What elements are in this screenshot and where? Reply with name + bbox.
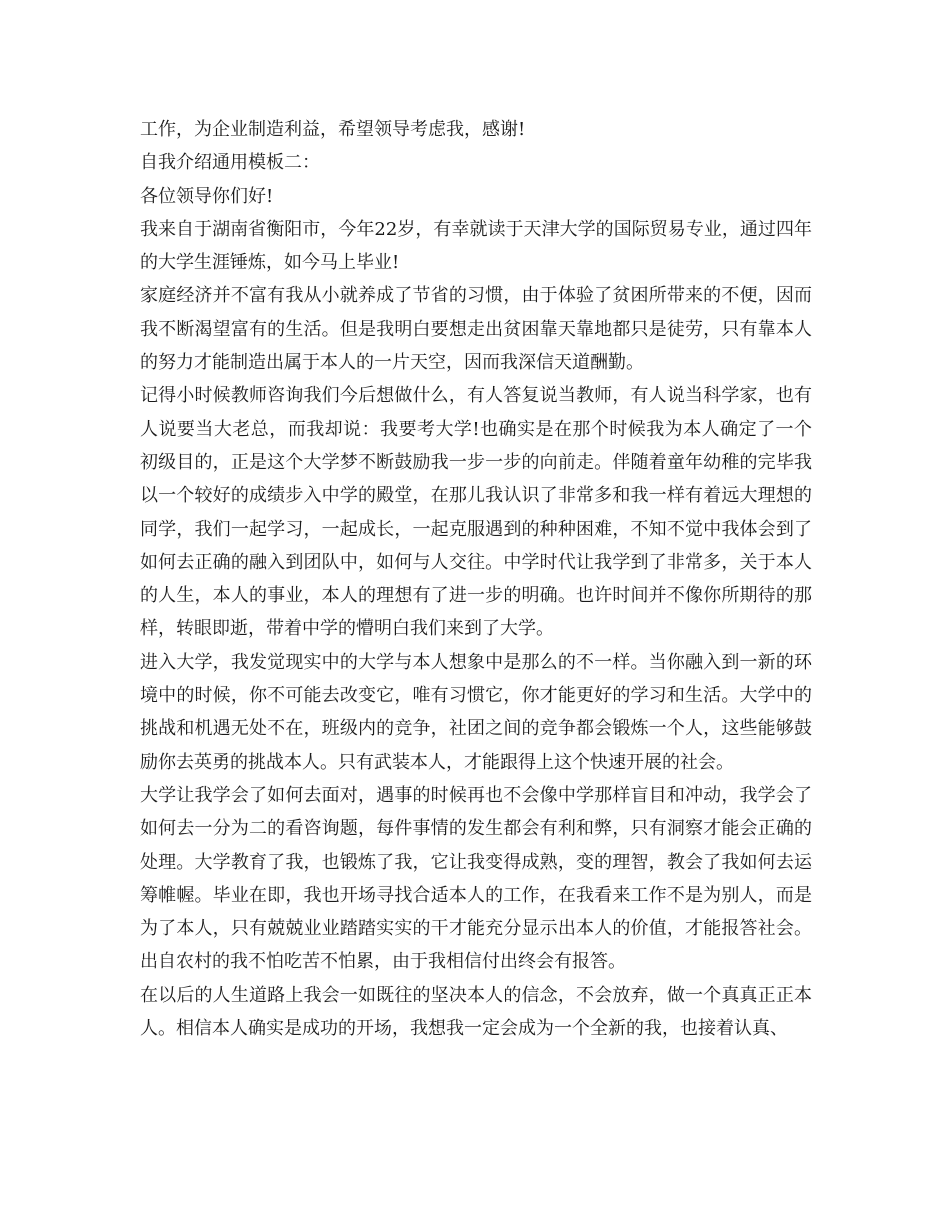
paragraph-lessons: 大学让我学会了如何去面对，遇事的时候再也不会像中学那样盲目和冲动，我学会了如何去一分为二的看咨询题，每件事情的发生都会有利和弊，只有洞察才能会正确的处理。大学教育了我，也锻炼了我，它让我变得成熟，变的理智，教会了我如何去运筹帷幄。毕业在即，我也开场寻找合适本人的工作，在我看来工作不是为别人，而是为了本人，只有兢兢业业踏踏实实的干才能充分显示出本人的价值，才能报答社会。出自农村的我不怕吃苦不怕累，由于我相信付出终会有报答。	[140, 784, 812, 973]
paragraph-university: 进入大学，我发觉现实中的大学与本人想象中是那么的不一样。当你融入到一新的环境中的时候，你不可能去改变它，唯有习惯它，你才能更好的学习和生活。大学中的挑战和机遇无处不在，班级内的竞争，社团之间的竞争都会锻炼一个人，这些能够鼓励你去英勇的挑战本人。只有武装本人，才能跟得上这个快速开展的社会。	[140, 651, 812, 773]
document-body	[140, 113, 812, 1045]
paragraph-childhood: 记得小时候教师咨询我们今后想做什么，有人答复说当教师，有人说当科学家，也有人说要当大老总，而我却说：我要考大学!也确实是在那个时候我为本人确定了一个初级目的，正是这个大学梦不断鼓励我一步一步的向前走。伴随着童年幼稚的完毕我以一个较好的成绩步入中学的殿堂，在那儿我认识了非常多和我一样有着远大理想的同学，我们一起学习，一起成长，一起克服遇到的种种困难，不知不觉中我体会到了如何去正确的融入到团队中，如何与人交往。中学时代让我学到了非常多，关于本人的人生，本人的事业，本人的理想有了进一步的明确。也许时间并不像你所期待的那样，转眼即逝，带着中学的懵明白我们来到了大学。	[140, 385, 812, 640]
paragraph-closing-line: 工作，为企业制造利益，希望领导考虑我，感谢!	[140, 119, 526, 140]
section-heading-template-two: 自我介绍通用模板二：	[140, 152, 320, 174]
greeting: 各位领导你们好!	[140, 185, 274, 207]
paragraph-origin: 我来自于湖南省衡阳市，今年22岁，有幸就读于天津大学的国际贸易专业，通过四年的大学生涯锤炼，如今马上毕业!	[140, 218, 812, 274]
paragraph-family: 家庭经济并不富有我从小就养成了节省的习惯，由于体验了贫困所带来的不便，因而我不断渴望富有的生活。但是我明白要想走出贫困靠天靠地都只是徒劳，只有靠本人的努力才能制造出属于本人的一片天空，因而我深信天道酬勤。	[140, 285, 812, 374]
paragraph-future: 在以后的人生道路上我会一如既往的坚决本人的信念，不会放弃，做一个真真正正本人。相信本人确实是成功的开场，我想我一定会成为一个全新的我，也接着认真、	[140, 984, 812, 1040]
